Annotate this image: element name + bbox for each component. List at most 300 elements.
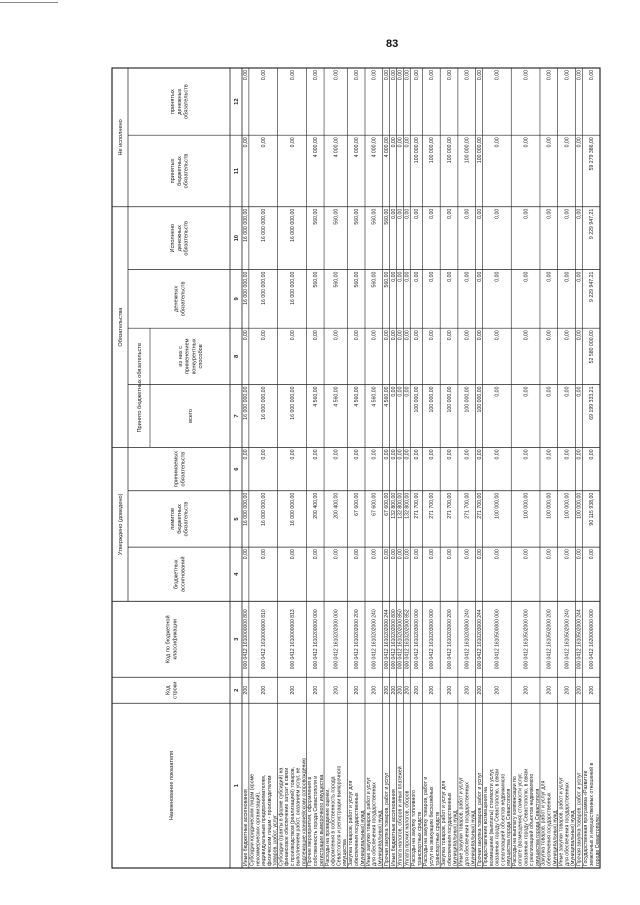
row-kbk: 000 0412 1610203000 000: [429, 609, 436, 670]
row-name: Прочие мероприятия, оформления в: [307, 776, 314, 866]
row-name: (муниципальных) нужд: [359, 810, 366, 866]
row-value: 100 000,00: [446, 137, 453, 164]
header-approved-col: обязательств: [183, 501, 190, 537]
row-value: 0,00: [546, 330, 553, 341]
row-value: 0,00: [494, 70, 501, 81]
row-value: 100 000,00: [429, 137, 436, 164]
row-value: 560,00: [312, 208, 319, 225]
row-name: выполнением работ, оказанием услуг, не: [295, 767, 302, 866]
row-name: оказанных городу Севастополю, в связи: [494, 768, 501, 866]
row-value: 560,00: [333, 208, 340, 225]
row-name: для обеспечения государственных: [464, 782, 471, 866]
row-code: 200: [243, 685, 250, 695]
header-monetary: обязательств: [180, 281, 187, 317]
row-value: 0,00: [353, 70, 360, 81]
row-value: 4 560,00: [333, 386, 340, 407]
row-value: 0,00: [429, 549, 436, 560]
row-value: 4 000,00: [312, 137, 319, 158]
row-value: 0,00: [371, 449, 378, 460]
row-value: 0,00: [446, 330, 453, 341]
row-value: 4 560,00: [371, 386, 378, 407]
header-accepted-total: всего: [187, 409, 194, 423]
row-value: 0,00: [390, 70, 397, 81]
row-kbk: 000 0412 1610502000 200: [546, 609, 553, 670]
row-value: 0,00: [289, 549, 296, 560]
row-name: Иные бюджетные ассигнования: [390, 789, 397, 866]
row-value: 0,00: [397, 386, 404, 397]
row-value: 0,00: [523, 449, 530, 460]
row-value: 16 000 000,00: [289, 386, 296, 420]
row-name: обеспечения государственных: [353, 792, 360, 866]
column-number: 5: [234, 517, 240, 521]
header-obligations: Обязательства: [117, 307, 124, 347]
header-unexecuted: Не исполнено: [117, 119, 124, 156]
row-kbk: 000 0412 1610203000 200: [446, 609, 453, 670]
row-kbk: 000 0412 1610203000 000: [414, 609, 421, 670]
row-value: 0,00: [546, 271, 553, 282]
row-value: 0,00: [397, 449, 404, 460]
row-value: 0,00: [289, 70, 296, 81]
row-value: 100 000,00: [523, 492, 530, 519]
row-name: Закупка товаров, работ и услуг для: [440, 780, 447, 866]
row-value: 0,00: [494, 330, 501, 341]
row-value: 67 600,00: [371, 492, 378, 516]
row-value: 0,00: [383, 70, 390, 81]
header-approved-col: обязательств: [180, 451, 187, 487]
row-value: 0,00: [404, 70, 411, 81]
row-value: 69 199 333,21: [588, 386, 595, 420]
column-number: 3: [234, 637, 240, 641]
row-value: 0,00: [289, 449, 296, 460]
row-value: 0,00: [546, 386, 553, 397]
row-value: 271 700,00: [429, 492, 436, 519]
row-value: 16 000 000,00: [289, 492, 296, 526]
row-code: 200: [429, 685, 436, 695]
header-unexecuted-col: бюджетных: [176, 156, 183, 186]
row-kbk: 000 0412 1610000000 810: [261, 609, 268, 670]
row-value: 200 400,00: [312, 492, 319, 519]
header-unexecuted-col: обязательств: [183, 84, 190, 119]
row-value: 0,00: [289, 137, 296, 148]
row-value: 0,00: [390, 330, 397, 341]
row-value: 0,00: [243, 449, 250, 460]
row-value: 0,00: [576, 70, 583, 81]
row-code: 200: [390, 685, 397, 695]
row-name: для обеспечения государственных: [371, 782, 378, 866]
row-value: 0,00: [476, 70, 483, 81]
row-kbk: 000 0412 1610203000 244: [476, 609, 483, 670]
row-value: 0,00: [564, 208, 571, 219]
row-value: 0,00: [494, 137, 501, 148]
row-value: 16 000 000,00: [261, 386, 268, 420]
row-kbk: 000 0412 1620000000 000: [588, 609, 595, 670]
row-code: 200: [546, 685, 553, 695]
row-value: 0,00: [390, 137, 397, 148]
row-value: 0,00: [523, 70, 530, 81]
row-name: индивидуальным предпринимателям,: [261, 774, 268, 866]
row-value: 0,00: [414, 449, 421, 460]
row-value: 0,00: [243, 549, 250, 560]
column-number: 2: [234, 688, 240, 692]
row-code: 200: [261, 685, 268, 695]
row-code: 200: [414, 685, 421, 695]
row-name: Севастополя и регистрации выморочного: [336, 765, 343, 866]
row-value: 100 000,00: [564, 492, 571, 519]
row-value: 100 000,00: [414, 137, 421, 164]
row-value: 0,00: [312, 449, 319, 460]
column-number: 10: [234, 234, 240, 242]
header-accepted-budget: Принято бюджетных обязательств: [136, 343, 143, 433]
row-value: 0,00: [476, 208, 483, 219]
row-value: 4 000,00: [333, 137, 340, 158]
row-kbk: 000 0412 1610000000 813: [289, 609, 296, 670]
row-value: 4 560,00: [312, 386, 319, 407]
row-name: Закупка товаров, работ и услуг для: [540, 780, 547, 866]
column-number: 12: [234, 98, 240, 105]
row-name: имущества: [342, 839, 349, 866]
row-value: 16 000 000,00: [243, 386, 250, 420]
row-name: Прочая закупка товаров, работ и услуг: [383, 772, 390, 866]
header-monetary: денежных: [173, 285, 180, 312]
row-value: 100 000,00: [414, 386, 421, 413]
column-number: 11: [234, 167, 240, 175]
row-name: обеспечения государственных: [446, 792, 453, 866]
row-code: 200: [289, 685, 296, 695]
row-name: Субсидии (гранты в форме субсидий) на: [278, 767, 285, 866]
row-value: 560,00: [371, 208, 378, 225]
row-value: 4 000,00: [353, 137, 360, 158]
row-value: 0,00: [404, 271, 411, 282]
row-value: 0,00: [414, 549, 421, 560]
row-name: Иные закупки товаров, работ и услуг: [458, 777, 465, 866]
row-code: 200: [464, 685, 471, 695]
header-name: Наименование показателя: [168, 750, 175, 821]
row-value: 0,00: [371, 549, 378, 560]
page-number: 83: [386, 38, 399, 50]
row-name: оказанных городу Севастополю, в связи: [523, 768, 530, 866]
row-value: 0,00: [576, 271, 583, 282]
row-value: 0,00: [523, 208, 530, 219]
row-name: Иные бюджетные ассигнования: [243, 789, 250, 866]
row-name: земельных и имущественных отношений в: [588, 762, 595, 866]
row-value: 0,00: [397, 208, 404, 219]
header-unexecuted-col: принятых: [170, 158, 177, 184]
header-unexecuted-col: обязательств: [183, 153, 190, 189]
row-value: 0,00: [243, 70, 250, 81]
row-value: 0,00: [429, 70, 436, 81]
row-value: 0,00: [333, 449, 340, 460]
row-name: физическим лицам - производителям: [266, 775, 273, 866]
header-approved-col: бюджетных: [176, 504, 183, 534]
header-unexecuted-col: принятых: [170, 89, 177, 114]
header-accepted-competitive: конкурентных: [191, 338, 198, 375]
row-value: 100 000,00: [476, 386, 483, 413]
row-value: 200 400,00: [333, 492, 340, 519]
row-value: 560,00: [333, 271, 340, 288]
row-value: 0,00: [564, 271, 571, 282]
row-value: 0,00: [383, 549, 390, 560]
row-value: 0,00: [476, 449, 483, 460]
row-name: собственность города Севастополя и: [312, 775, 319, 866]
budget-execution-table: [112, 68, 601, 868]
column-number: 6: [234, 467, 240, 471]
row-name: некоммерческих организаций),: [255, 791, 262, 866]
row-kbk: 000 0412 1610202000 000: [333, 609, 340, 670]
row-kbk: 000 0412 1610502000 240: [564, 609, 571, 670]
row-kbk: 000 0412 1610502000 000: [523, 609, 530, 670]
row-code: 200: [494, 685, 501, 695]
row-name: Иные закупки товаров, работ и услуг: [365, 777, 372, 866]
header-executed: Исполнено: [170, 223, 177, 253]
row-name: транспортных средств: [435, 811, 442, 866]
row-value: 0,00: [429, 330, 436, 341]
row-value: 0,00: [261, 330, 268, 341]
row-value: 4 000,00: [371, 137, 378, 158]
row-kbk: 000 0412 1610202000 800: [390, 609, 397, 670]
row-name: (муниципальных) нужд: [452, 810, 459, 866]
header-code: строки: [172, 681, 179, 699]
row-value: 4 560,00: [383, 386, 390, 407]
row-value: 0,00: [588, 549, 595, 560]
row-value: 0,00: [564, 449, 571, 460]
row-value: 0,00: [404, 449, 411, 460]
row-name: услуг на эвакуацию бесхозяйных: [429, 786, 436, 866]
row-code: 200: [523, 685, 530, 695]
row-value: 560,00: [353, 271, 360, 288]
row-value: 52 580 000,00: [588, 330, 595, 364]
row-value: 0,00: [588, 70, 595, 81]
row-value: 0,00: [546, 137, 553, 148]
row-value: 132 800,00: [390, 492, 397, 519]
row-value: 0,00: [476, 330, 483, 341]
row-value: 0,00: [390, 549, 397, 560]
row-value: 0,00: [312, 330, 319, 341]
row-name: Расходы на выплату компенсации по: [511, 776, 518, 866]
row-value: 9 229 947,21: [588, 271, 595, 302]
row-value: 16 000 000,00: [261, 271, 268, 305]
row-name: Уплата прочих налогов, сборов: [404, 790, 411, 866]
row-name: городе Севастополе»: [594, 813, 601, 866]
row-value: 0,00: [404, 137, 411, 148]
row-code: 200: [371, 685, 378, 695]
row-value: 16 000 000,00: [243, 208, 250, 242]
row-value: 0,00: [383, 449, 390, 460]
header-accepted-competitive: из них с: [177, 346, 184, 367]
header-unexecuted-col: денежных: [176, 88, 183, 115]
row-value: 0,00: [476, 549, 483, 560]
row-value: 0,00: [564, 137, 571, 148]
row-name: Расходы на закупку товаров, работ и: [423, 776, 430, 866]
row-value: 16 000 000,00: [289, 271, 296, 305]
row-value: 0,00: [576, 549, 583, 560]
row-code: 200: [312, 685, 319, 695]
row-name: (муниципальных) нужд: [377, 810, 384, 866]
row-value: 0,00: [576, 137, 583, 148]
row-value: 0,00: [397, 271, 404, 282]
row-value: 0,00: [353, 549, 360, 560]
row-value: 100 000,00: [464, 137, 471, 164]
row-kbk: 000 0412 1610202000 850: [397, 609, 404, 670]
row-value: 0,00: [353, 449, 360, 460]
row-name: транспортных средств: [417, 811, 424, 866]
row-value: 0,00: [476, 271, 483, 282]
header-code: Код: [165, 685, 172, 695]
row-value: 0,00: [353, 330, 360, 341]
row-value: 132 800,00: [397, 492, 404, 519]
row-value: 0,00: [494, 208, 501, 219]
row-code: 200: [383, 685, 390, 695]
row-value: 0,00: [464, 70, 471, 81]
row-value: 271 700,00: [446, 492, 453, 519]
row-code: 200: [576, 685, 583, 695]
header-accepted-competitive: применением: [184, 338, 191, 375]
row-value: 0,00: [414, 330, 421, 341]
row-value: 0,00: [390, 449, 397, 460]
row-value: 0,00: [576, 330, 583, 341]
row-value: 560,00: [383, 208, 390, 225]
header-executed: обязательств: [183, 220, 190, 256]
row-value: 0,00: [494, 386, 501, 397]
row-value: 100 000,00: [546, 492, 553, 519]
row-name: имущества города Севастополя: [534, 788, 541, 866]
row-value: 0,00: [397, 330, 404, 341]
row-kbk: 000 0412 1610202000 240: [371, 609, 378, 670]
row-name: регистрации выморочного имущества: [318, 774, 325, 866]
row-name: Прочая закупка товаров, работ и услуг: [476, 772, 483, 866]
row-value: 271 700,00: [464, 492, 471, 519]
row-value: 560,00: [312, 271, 319, 288]
row-value: 0,00: [464, 208, 471, 219]
row-value: 0,00: [261, 70, 268, 81]
row-kbk: 000 0412 1610000000 800: [243, 609, 250, 670]
row-name: Закупка товаров, работ и услуг для: [348, 780, 355, 866]
row-value: 0,00: [414, 70, 421, 81]
header-classification: классификации: [172, 619, 179, 660]
row-value: 0,00: [333, 330, 340, 341]
row-value: 0,00: [414, 208, 421, 219]
row-value: 0,00: [333, 549, 340, 560]
row-value: 0,00: [446, 208, 453, 219]
row-name: (муниципальных) нужд: [470, 810, 477, 866]
row-value: 100 000,00: [429, 386, 436, 413]
row-value: 0,00: [390, 271, 397, 282]
row-value: 0,00: [371, 70, 378, 81]
row-value: 0,00: [333, 70, 340, 81]
row-kbk: 000 0412 1610500000 000: [494, 609, 501, 670]
row-value: 67 600,00: [353, 492, 360, 516]
column-number: 4: [234, 572, 240, 576]
row-value: 90 115 938,00: [588, 492, 595, 526]
header-accepted-competitive: способов: [198, 344, 205, 369]
row-value: 67 600,00: [383, 492, 390, 516]
row-value: 100 000,00: [476, 137, 483, 164]
row-name: Государственная программа «Развитие: [583, 770, 590, 866]
row-value: 0,00: [546, 549, 553, 560]
row-name: имущества города Севастополя: [506, 788, 513, 866]
row-value: 0,00: [523, 330, 530, 341]
row-name: оплате (возмещения) стоимости услуг,: [517, 773, 524, 866]
row-value: 16 000 000,00: [243, 271, 250, 305]
row-value: 0,00: [523, 386, 530, 397]
row-value: 100 000,00: [576, 492, 583, 519]
row-value: 0,00: [383, 330, 390, 341]
header-classification: Код по бюджетной: [165, 615, 172, 664]
header-approved: Утверждено (доведено): [117, 493, 124, 556]
row-kbk: 000 0412 1610202000 852: [404, 609, 411, 670]
row-value: 0,00: [397, 549, 404, 560]
row-value: 0,00: [404, 330, 411, 341]
column-number: 8: [234, 354, 240, 358]
row-value: 0,00: [564, 386, 571, 397]
row-name: Субсидии юридическим лицам (кроме: [249, 773, 256, 866]
row-kbk: 000 0412 1610202000 244: [383, 609, 390, 670]
row-name: с реализацией объектов недвижимого: [529, 773, 536, 866]
row-value: 271 700,00: [476, 492, 483, 519]
row-value: 0,00: [414, 271, 421, 282]
row-value: 0,00: [523, 137, 530, 148]
header-executed: денежных: [176, 225, 183, 252]
row-value: 0,00: [576, 208, 583, 219]
row-name: для обеспечения государственных: [564, 782, 571, 866]
row-value: 0,00: [404, 549, 411, 560]
row-name: Расходы на проведение оценки,: [324, 788, 331, 866]
row-value: 16 000 000,00: [261, 492, 268, 526]
row-name: Предоставление возмещения на: [483, 787, 490, 866]
row-value: 0,00: [261, 549, 268, 560]
row-value: 0,00: [546, 449, 553, 460]
header-approved-col: бюджетных: [173, 559, 180, 590]
row-value: 0,00: [464, 449, 471, 460]
row-value: 4 000,00: [383, 137, 390, 158]
row-value: 16 000 000,00: [243, 492, 250, 526]
row-code: 200: [564, 685, 571, 695]
row-value: 560,00: [383, 271, 390, 288]
row-value: 0,00: [397, 70, 404, 81]
row-value: 100 000,00: [494, 492, 501, 519]
row-name: оформления в собственность города: [330, 776, 337, 866]
row-value: 0,00: [446, 70, 453, 81]
row-value: 560,00: [371, 271, 378, 288]
row-value: 0,00: [523, 549, 530, 560]
row-name: (муниципальных) нужд: [570, 810, 577, 866]
row-code: 200: [446, 685, 453, 695]
row-value: 4 560,00: [353, 386, 360, 407]
row-value: 0,00: [397, 137, 404, 148]
row-value: 0,00: [404, 208, 411, 219]
row-value: 0,00: [546, 208, 553, 219]
row-value: 0,00: [464, 330, 471, 341]
row-name: обеспечения государственных: [546, 792, 553, 866]
row-kbk: 000 0412 1610202000 200: [353, 609, 360, 670]
row-value: 0,00: [564, 70, 571, 81]
row-value: 0,00: [494, 449, 501, 460]
header-approved-col: лимитов: [170, 507, 177, 530]
row-value: 0,00: [464, 271, 471, 282]
row-value: 0,00: [576, 386, 583, 397]
row-value: 0,00: [261, 137, 268, 148]
row-value: 0,00: [588, 449, 595, 460]
row-value: 0,00: [371, 330, 378, 341]
row-code: 200: [404, 685, 411, 695]
row-value: 0,00: [429, 271, 436, 282]
row-value: 0,00: [446, 549, 453, 560]
row-value: 0,00: [390, 386, 397, 397]
row-value: 0,00: [312, 549, 319, 560]
row-name: с производством (реализацией) товаров,: [289, 766, 296, 866]
row-value: 0,00: [576, 449, 583, 460]
row-code: 200: [397, 685, 404, 695]
header-approved-col: принимаемых: [173, 450, 180, 488]
